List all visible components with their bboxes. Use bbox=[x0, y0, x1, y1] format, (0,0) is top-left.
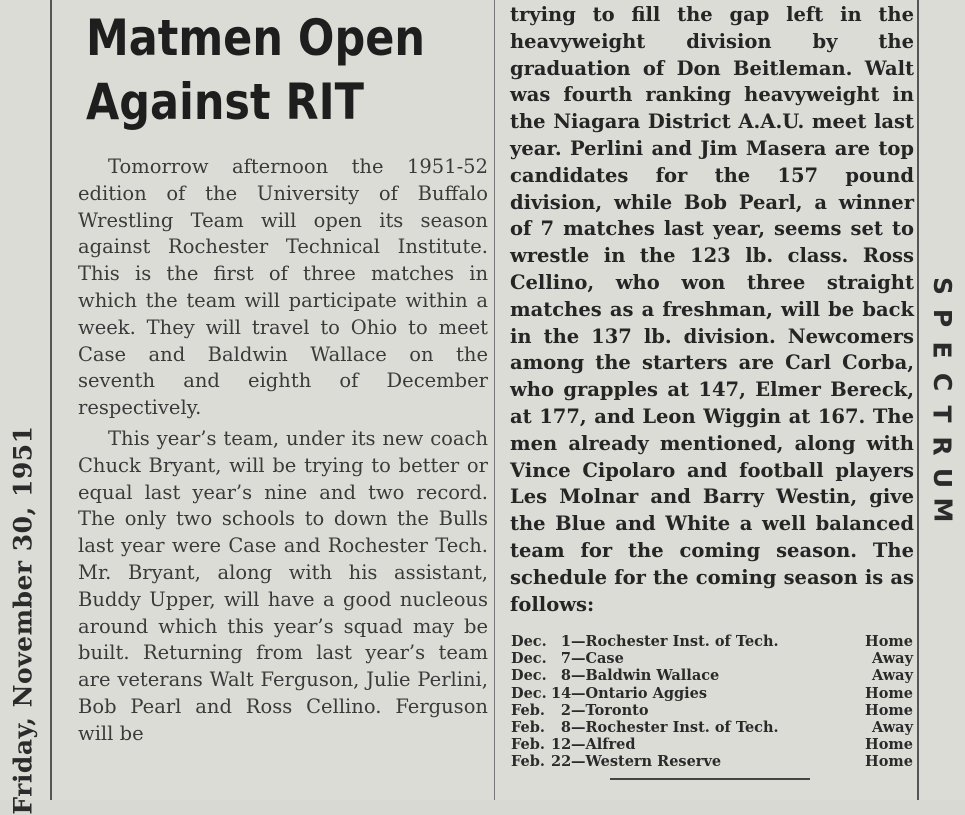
body-paragraph: Tomorrow afternoon the 1951-52 edition of the University of Buffalo Wrestling Team will open its season against Rochester Technical Institute. This is the first of three matches in which the team will participate within a week. They will travel to Ohio to meet Case and Baldwin Wallace on the seventh and eighth of December respectively. bbox=[78, 155, 488, 420]
schedule-location: Away bbox=[872, 719, 913, 737]
schedule-row bbox=[511, 633, 913, 650]
schedule-location: Away bbox=[872, 667, 913, 685]
right-column-rule bbox=[917, 0, 919, 800]
left-column-rule bbox=[50, 0, 52, 800]
schedule-table bbox=[511, 633, 913, 771]
schedule-day: 12 bbox=[551, 736, 572, 754]
schedule-opponent: —Baldwin Wallace bbox=[571, 667, 720, 685]
schedule-day: 2 bbox=[560, 701, 571, 719]
schedule-opponent: —Ontario Aggies bbox=[571, 684, 708, 702]
schedule-opponent: —Alfred bbox=[571, 736, 636, 754]
schedule-month: Feb. bbox=[511, 736, 545, 754]
spectrum-letter: P bbox=[927, 308, 957, 328]
schedule-day: 22 bbox=[551, 753, 572, 771]
schedule-day: 8 bbox=[560, 719, 571, 737]
headline-line: Matmen Open bbox=[86, 9, 426, 67]
schedule-opponent: —Rochester Inst. of Tech. bbox=[571, 719, 779, 737]
schedule-row bbox=[511, 685, 913, 702]
end-rule bbox=[610, 778, 810, 780]
schedule-row bbox=[511, 650, 913, 667]
schedule-opponent: —Case bbox=[571, 650, 624, 668]
schedule-location: Home bbox=[865, 753, 913, 771]
spectrum-letter: S bbox=[927, 276, 957, 296]
schedule-opponent: —Rochester Inst. of Tech. bbox=[571, 633, 779, 650]
body-paragraph: trying to fill the gap left in the heavyweight division by the graduation of Don Beitleman. Walt was fourth ranking heavyweight in the Niagara District A.A.U. meet last year. Perlini and Jim Masera are top candidates for the 157 pound division, while Bob Pearl, a winner of 7 matches last year, seems set to wrestle in the 123 lb. class. Ross Cellino, who won three straight matches as a freshman, will be back in the 137 lb. division. Newcomers among the starters are Carl Corba, who grapples at 147, Elmer Bereck, at 177, and Leon Wiggin at 167. The men already mentioned, along with Vince Cipolaro and football players Les Molnar and Barry Westin, give the Blue and White a well balanced team for the coming season. The schedule for the coming season is as follows: bbox=[510, 3, 914, 616]
left-column-text bbox=[78, 154, 488, 748]
spectrum-letter: U bbox=[928, 467, 957, 489]
schedule-month: Feb. bbox=[511, 753, 545, 771]
side-date: Friday, November 30, 1951 bbox=[8, 425, 38, 815]
schedule-row bbox=[511, 736, 913, 753]
right-column-text bbox=[510, 2, 914, 618]
schedule-location: Home bbox=[865, 684, 913, 702]
schedule-month: Dec. bbox=[511, 650, 547, 668]
schedule-day: 14 bbox=[551, 684, 572, 702]
article-headline bbox=[86, 6, 430, 134]
schedule-month: Feb. bbox=[511, 719, 545, 737]
spectrum-letter: T bbox=[928, 405, 957, 423]
schedule-location: Away bbox=[872, 650, 913, 668]
spectrum-letter: R bbox=[927, 436, 957, 456]
schedule-opponent: —Western Reserve bbox=[571, 753, 722, 771]
schedule-location: Home bbox=[865, 633, 913, 650]
schedule-month: Dec. bbox=[511, 633, 547, 650]
middle-column-rule bbox=[494, 0, 495, 800]
schedule-row bbox=[511, 667, 913, 684]
schedule-day: 8 bbox=[560, 667, 571, 685]
schedule-opponent: —Toronto bbox=[571, 701, 649, 719]
body-paragraph: This year’s team, under its new coach Chuck Bryant, will be trying to better or equal last year’s nine and two record. The only two schools to down the Bulls last year were Case and Rochester Tech. Mr. Bryant, along with his assistant, Buddy Upper, will have a good nucleous around which this year’s squad may be built. Returning from last year’s team are veterans Walt Ferguson, Julie Perlini, Bob Pearl and Ross Cellino. Ferguson will be bbox=[78, 426, 488, 745]
schedule-month: Dec. bbox=[511, 684, 547, 702]
schedule-row bbox=[511, 702, 913, 719]
spectrum-letter: E bbox=[927, 341, 957, 359]
schedule-location: Home bbox=[865, 701, 913, 719]
spectrum-letter: M bbox=[927, 497, 957, 523]
schedule-row bbox=[511, 719, 913, 736]
schedule-day: 7 bbox=[560, 650, 571, 668]
side-date-strip bbox=[0, 425, 46, 815]
spectrum-letter: C bbox=[927, 372, 957, 392]
schedule-month: Dec. bbox=[511, 667, 547, 685]
schedule-day: 1 bbox=[560, 633, 571, 650]
headline-line: Against RIT bbox=[86, 73, 364, 131]
schedule-location: Home bbox=[865, 736, 913, 754]
spectrum-label bbox=[922, 270, 962, 526]
schedule-row bbox=[511, 753, 913, 770]
schedule-month: Feb. bbox=[511, 701, 545, 719]
